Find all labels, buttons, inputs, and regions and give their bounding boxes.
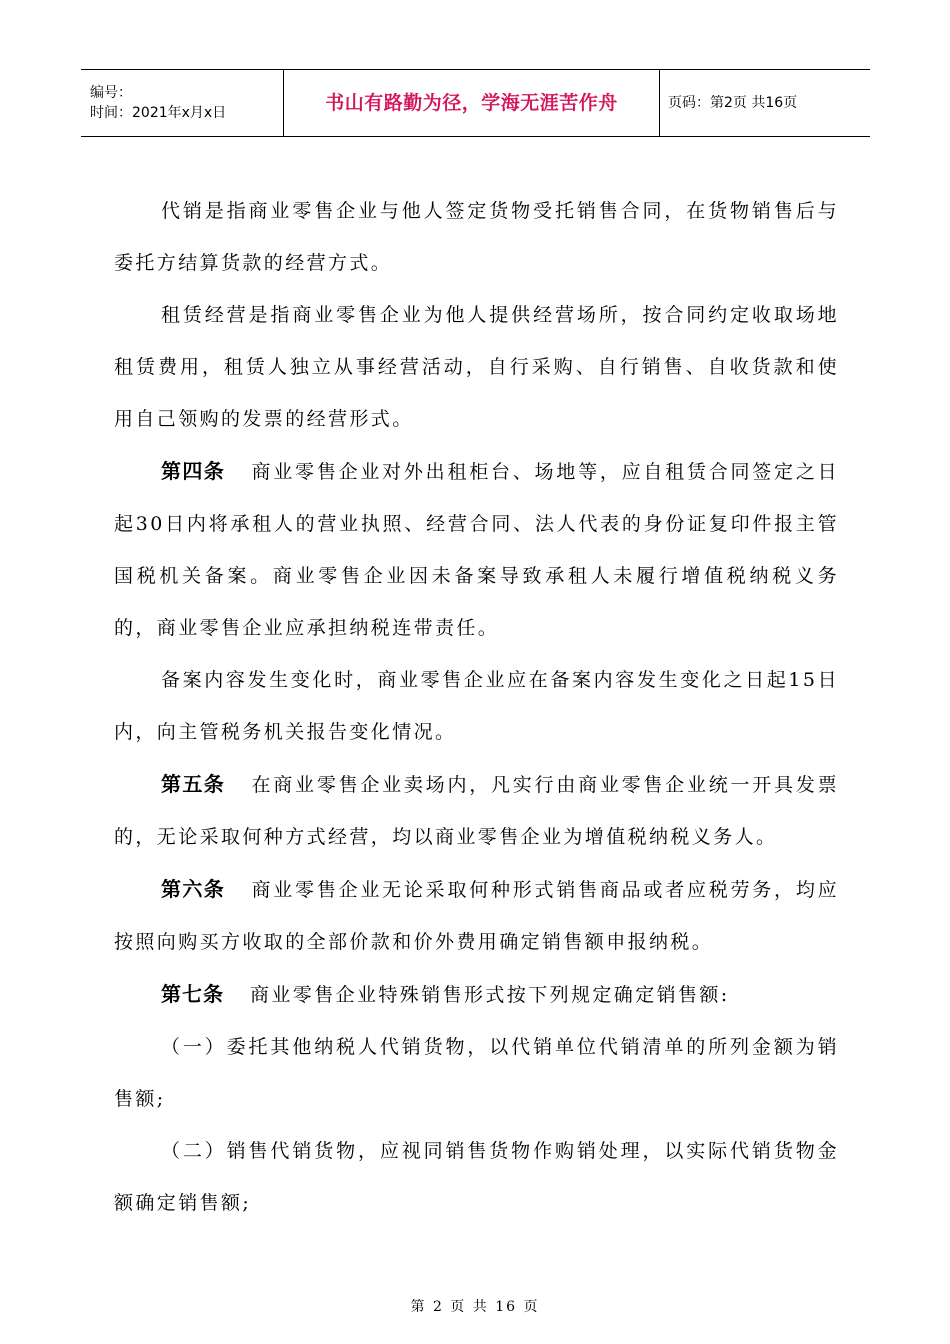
article-paragraph xyxy=(114,758,839,863)
paragraph-text: 商业零售企业特殊销售形式按下列规定确定销售额: xyxy=(250,984,730,1006)
paragraph-text: 租赁经营是指商业零售企业为他人提供经营场所，按合同约定收取场地租赁费用，租赁人独立从事经营活动，自行采购、自行销售、自收货款和使用自己领购的发票的经营形式。 xyxy=(114,304,839,430)
document-date: 时间：2021年x月x日 xyxy=(90,105,227,121)
page-header xyxy=(81,69,870,137)
paragraph-text: 商业零售企业无论采取何种形式销售商品或者应税劳务，均应按照向购买方收取的全部价款和价外费用确定销售额申报纳税。 xyxy=(114,879,839,953)
article-heading: 第七条 xyxy=(161,982,224,1006)
article-heading: 第六条 xyxy=(161,877,226,901)
page-footer: 第 2 页 共 16 页 xyxy=(410,1299,540,1315)
header-meta xyxy=(81,70,284,136)
document-body xyxy=(114,185,839,1229)
paragraph-text: 在商业零售企业卖场内，凡实行由商业零售企业统一开具发票的，无论采取何种方式经营，均以商业零售企业为增值税纳税义务人。 xyxy=(114,774,839,848)
paragraph xyxy=(114,1125,839,1229)
article-paragraph xyxy=(114,863,839,968)
paragraph-text: 商业零售企业对外出租柜台、场地等，应自租赁合同签定之日起30日内将承租人的营业执照、经营合同、法人代表的身份证复印件报主管国税机关备案。商业零售企业因未备案导致承租人未履行增值税纳税义务的，商业零售企业应承担纳税连带责任。 xyxy=(114,461,839,639)
paragraph xyxy=(114,289,839,445)
header-motto-cell xyxy=(284,70,660,136)
paragraph-text: （一）委托其他纳税人代销货物，以代销单位代销清单的所列金额为销售额; xyxy=(114,1036,839,1110)
article-heading: 第四条 xyxy=(161,459,226,483)
header-page-info: 页码：第2页 共16页 xyxy=(668,95,798,111)
article-paragraph xyxy=(114,968,839,1021)
paragraph xyxy=(114,1021,839,1125)
paragraph xyxy=(114,185,839,289)
header-page-cell xyxy=(660,70,870,136)
paragraph-text: 代销是指商业零售企业与他人签定货物受托销售合同，在货物销售后与委托方结算货款的经营方式。 xyxy=(114,200,839,274)
paragraph xyxy=(114,654,839,758)
header-motto: 书山有路勤为径，学海无涯苦作舟 xyxy=(325,92,618,114)
paragraph-text: 备案内容发生变化时，商业零售企业应在备案内容发生变化之日起15日内，向主管税务机关报告变化情况。 xyxy=(114,669,839,743)
paragraph-text: （二）销售代销货物，应视同销售货物作购销处理，以实际代销货物金额确定销售额; xyxy=(114,1140,839,1214)
article-heading: 第五条 xyxy=(161,772,226,796)
article-paragraph xyxy=(114,445,839,654)
document-number-label: 编号： xyxy=(90,85,132,101)
